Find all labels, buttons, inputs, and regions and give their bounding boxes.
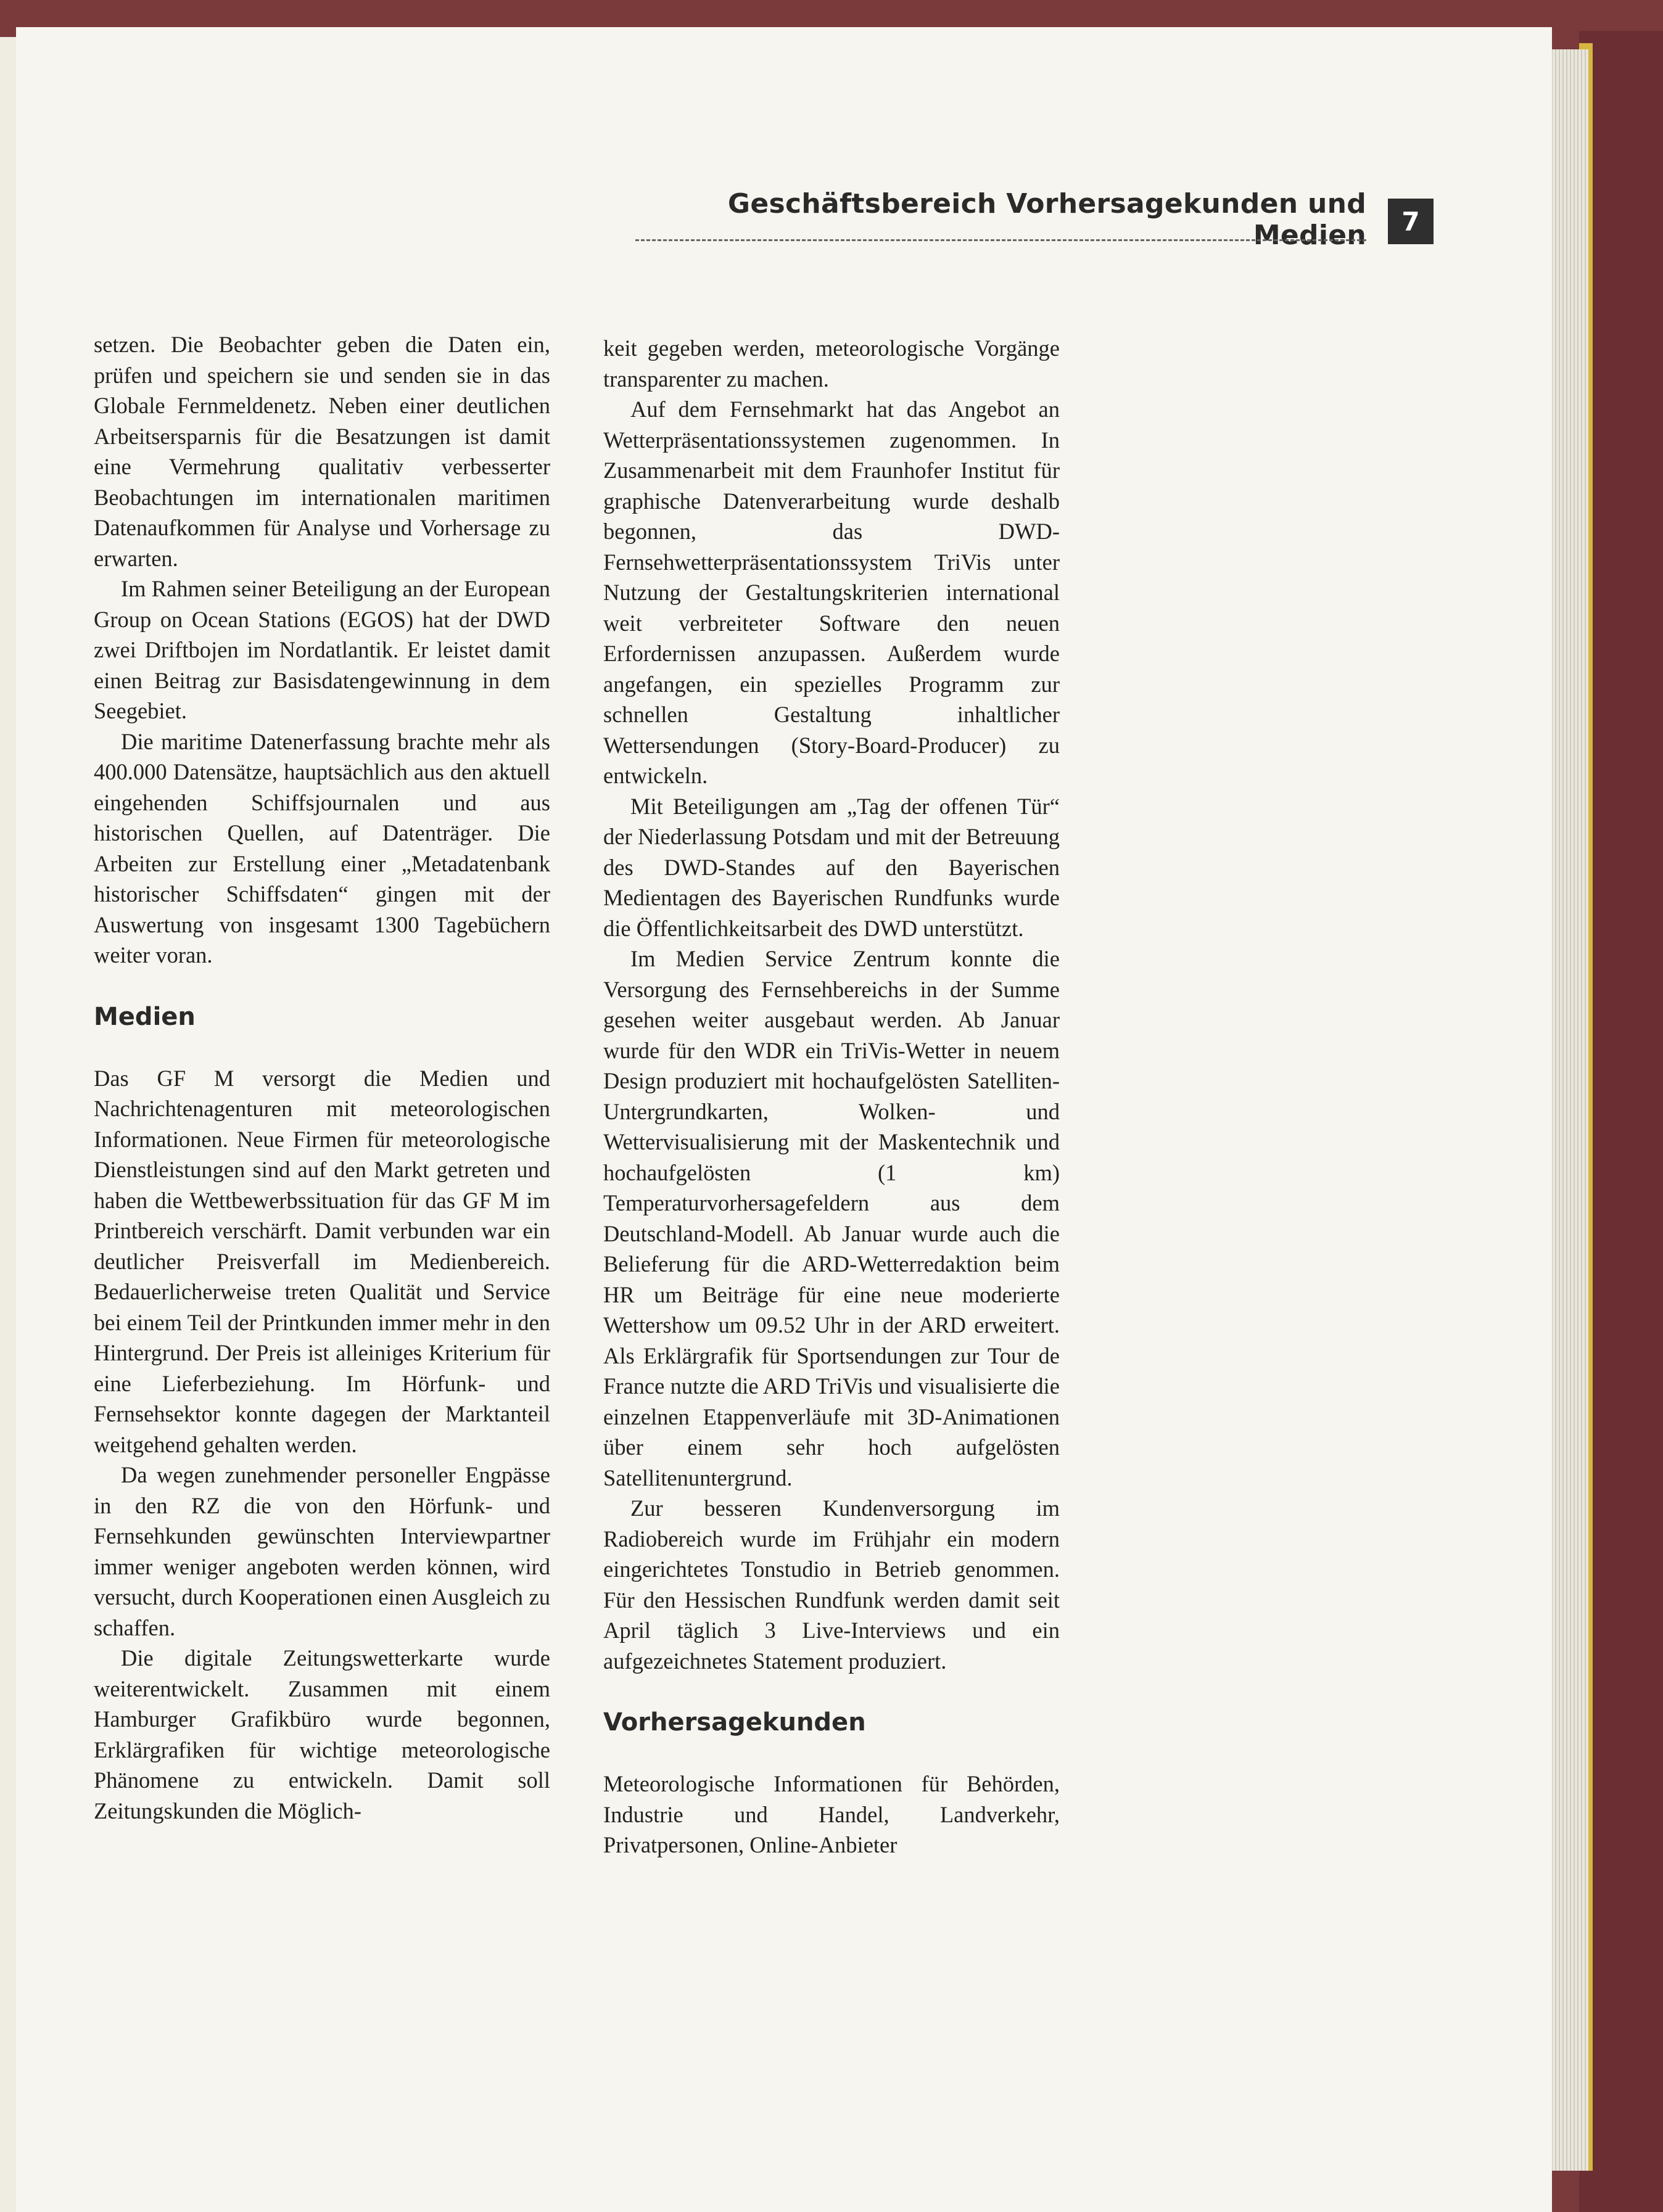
paragraph: Auf dem Fernsehmarkt hat das Angebot an Wetterpräsentationssystemen zugenommen. In Zusammenarbeit mit dem Fraunhofer Institut für graphische Datenverarbeitung wurde deshalb begonnen, das DWD-Fernsehwetterpräsentationssystem TriVis unter Nutzung der Gestaltungskriterien international weit verbreiteter Software den neuen Erfordernissen anzupassen. Außerdem wurde angefangen, ein spezielles Programm zur schnellen Gestaltung inhaltlicher Wettersendungen (Story-Board-Producer) zu entwickeln. <box>603 397 1060 788</box>
paragraph: setzen. Die Beobachter geben die Daten ein, prüfen und speichern sie und senden sie in das Globale Fernmeldenetz. Neben einer deutlichen Arbeitsersparnis für die Besatzungen ist damit eine Vermehrung qualitativ verbesserter Beobachtungen im internationalen maritimen Datenaufkommen für Analyse und Vorhersage zu erwarten. <box>94 332 550 571</box>
paragraph: Mit Beteiligungen am „Tag der offenen Tür“ der Niederlassung Potsdam und mit der Betreuung des DWD-Standes auf den Bayerischen Medientagen des Bayerischen Rundfunks wurde die Öffentlichkeitsarbeit des DWD unterstützt. <box>603 793 1060 941</box>
right-text-column <box>603 333 1060 1860</box>
header-dashed-rule <box>635 239 1366 241</box>
paragraph: Meteorologische Informationen für Behörden, Industrie und Handel, Landverkehr, Privatpersonen, Online-Anbieter <box>603 1771 1060 1857</box>
paragraph: Die digitale Zeitungswetterkarte wurde weiterentwickelt. Zusammen mit einem Hamburger Grafikbüro wurde begonnen, Erklärgrafiken für wichtige meteorologische Phänomene zu entwickeln. Damit soll Zeitungskunden die Möglich- <box>94 1645 550 1823</box>
paragraph: Zur besseren Kundenversorgung im Radiobereich wurde im Frühjahr ein modern eingerichtetes Tonstudio in Betrieb genommen. Für den Hessischen Rundfunk werden damit seit April täglich 3 Live-Interviews und ein aufgezeichnetes Statement produziert. <box>603 1495 1060 1674</box>
page-number-badge: 7 <box>1388 199 1434 244</box>
section-heading-medien: Medien <box>94 1002 196 1031</box>
section-heading-vorhersagekunden: Vorhersagekunden <box>603 1708 866 1737</box>
paragraph: Im Medien Service Zentrum konnte die Versorgung des Fernsehbereichs in der Summe gesehen weiter ausgebaut werden. Ab Januar wurde für den WDR ein TriVis-Wetter in neuem Design produziert mit hochaufgelösten Satelliten-Untergrundkarten, Wolken- und Wettervisualisierung mit der Maskentechnik und hochaufgelösten (1 km) Temperaturvorhersagefeldern aus dem Deutschland-Modell. Ab Januar wurde auch die Belieferung für die ARD-Wetterredaktion beim HR um Beiträge für eine neue moderierte Wettershow um 09.52 Uhr in der ARD erweitert. Als Erklärgrafik für Sportsendungen zur Tour de France nutzte die ARD TriVis und visualisierte die einzelnen Etappenverläufe mit 3D-Animationen über einem sehr hoch aufgelösten Satellitenuntergrund. <box>603 946 1060 1490</box>
paragraph: keit gegeben werden, meteorologische Vorgänge transparenter zu machen. <box>603 335 1060 392</box>
paragraph: Da wegen zunehmender personeller Engpässe in den RZ die von den Hörfunk- und Fernsehkunden gewünschten Interviewpartner immer weniger angeboten werden können, wird versucht, durch Kooperationen einen Ausgleich zu schaffen. <box>94 1462 550 1640</box>
paragraph: Die maritime Datenerfassung brachte mehr als 400.000 Datensätze, hauptsächlich aus den aktuell eingehenden Schiffsjournalen und aus historischen Quellen, auf Datenträger. Die Arbeiten zur Erstellung einer „Metadatenbank historischer Schiffsdaten“ gingen mit der Auswertung von insgesamt 1300 Tagebüchern weiter voran. <box>94 728 550 968</box>
facing-page-edge <box>0 37 16 2212</box>
left-text-column <box>94 329 550 1826</box>
paragraph: Das GF M versorgt die Medien und Nachrichtenagenturen mit meteorologischen Informationen. Neue Firmen für meteorologische Dienstleistungen sind auf den Markt getreten und haben die Wettbewerbssituation für das GF M im Printbereich verschärft. Damit verbunden war ein deutlicher Preisverfall im Medienbereich. Bedauerlicherweise treten Qualität und Service bei einem Teil der Printkunden immer mehr in den Hintergrund. Der Preis ist alleiniges Kriterium für eine Lieferbeziehung. Im Hörfunk- und Fernsehsektor konnte dagegen der Marktanteil weitgehend gehalten werden. <box>94 1065 550 1457</box>
running-header-title: Geschäftsbereich Vorhersagekunden und Medien <box>727 188 1366 251</box>
paragraph: Im Rahmen seiner Beteiligung an der European Group on Ocean Stations (EGOS) hat der DWD zwei Driftbojen im Nordatlantik. Er leistet damit einen Beitrag zur Basisdatengewinnung in dem Seegebiet. <box>94 576 550 723</box>
